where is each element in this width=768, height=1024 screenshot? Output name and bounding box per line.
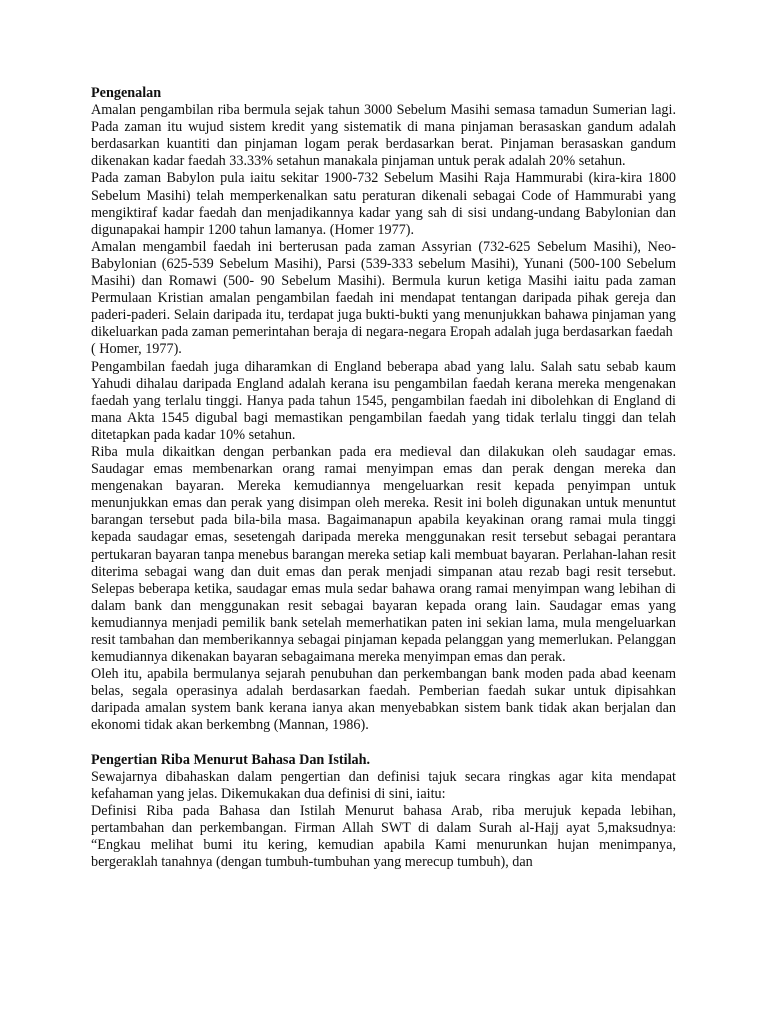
paragraph-sewajarnya: Sewajarnya dibahaskan dalam pengertian dan definisi tajuk secara ringkas agar kita mendapat kefahaman yang jelas. Dikemukakan dua definisi di sini, iaitu: (91, 768, 676, 802)
paragraph-citation-homer: ( Homer, 1977). (91, 341, 182, 358)
paragraph-bank-moden: Oleh itu, apabila bermulanya sejarah penubuhan dan perkembangan bank moden pada abad keenam belas, segala operasinya adalah berdasarkan faedah. Pemberian faedah sukar untuk dipisahkan daripada amalan system bank kerana ianya akan menyebabkan sistem bank tidak akan berjalan dan ekonomi tidak akan berkembng (Mannan, 1986). (91, 666, 676, 734)
ayat-reference: 5,maksudnya (597, 819, 673, 836)
paragraph-assyrian: Amalan mengambil faedah ini berterusan pada zaman Assyrian (732-625 Sebelum Masihi), Neo-Babylonian (625-539 Sebelum Masihi), Parsi (539-333 sebelum Masihi), Yunani (500-100 Sebelum Masihi) dan Romawi (500- 90 Sebelum Masihi). Bermula kurun ketiga Masihi iaitu pada zaman Permulaan Kristian amalan pengambilan faedah ini mendapat tentangan daripada pihak gereja dan paderi-paderi. Selain daripada itu, terdapat juga bukti-bukti yang menunjukkan bahawa pinjaman yang dikeluarkan pada zaman pemerintahan beraja di negara-negara Eropah adalah juga berdasarkan faedah (91, 238, 676, 341)
ayat-quote: “Engkau melihat bumi itu kering, kemudian apabila Kami menurunkan hujan menimpanya, bergeraklah tanahnya (dengan tumbuh-tumbuhan yang merecup tumbuh), dan (91, 837, 676, 871)
paragraph-saudagar-emas: Riba mula dikaitkan dengan perbankan pada era medieval dan dilakukan oleh saudagar emas. Saudagar emas membenarkan orang ramai menyimpan emas dan perak dengan mereka dan mengenakan bayaran. Mereka kemudiannya mengeluarkan resit kepada penyimpan untuk menunjukkan emas dan perak yang disimpan oleh mereka. Resit ini boleh digunakan untuk menuntut barangan tersebut pada bila-bila masa. Bagaimanapun apabila keyakinan orang ramai mula tinggi kepada saudagar emas, sesetengah daripada mereka menggunakan resit tersebut sebagai perantara pertukaran bayaran tanpa menebus barangan mereka setiap kali membuat bayaran. Perlahan-lahan resit diterima sebagai wang dan duit emas dan perak menjadi simpanan atau rezab bagi resit tersebut. Selepas beberapa ketika, saudagar emas mula sedar bahawa orang ramai menyimpan wang lebihan di dalam bank dan menggunakan resit sebagai bayaran kepada orang lain. Saudagar emas yang kemudiannya menjadi pemilik bank setelah memerhatikan paten ini sekian lama, mula mengeluarkan resit tambahan dan memberikannya sebagai pinjaman kepada pelanggan yang memerlukan. Pelanggan kemudiannya dikenakan bayaran sebagaimana mereka menyimpan emas dan perak. (91, 443, 676, 666)
paragraph-england: Pengambilan faedah juga diharamkan di England beberapa abad yang lalu. Salah satu sebab kaum Yahudi dihalau daripada England adalah kerana isu pengambilan faedah kerana mereka mengenakan faedah yang terlalu tinggi. Hanya pada tahun 1545, pengambilan faedah ini dibolehkan di England di mana Akta 1545 digubal bagi memastikan pengambilan faedah yang tidak terlalu tinggi dan telah ditetapkan pada kadar 10% setahun. (91, 358, 676, 443)
section-heading-pengertian-riba: Pengertian Riba Menurut Bahasa Dan Istilah. (91, 751, 371, 768)
definisi-text: Definisi Riba pada Bahasa dan Istilah Menurut bahasa Arab, riba merujuk kepada lebihan, pertambahan dan perkembangan. Firman Allah SWT di dalam Surah al-Hajj ayat (91, 802, 676, 836)
paragraph-definisi-riba (91, 803, 676, 871)
document-page (91, 85, 676, 871)
paragraph-babylon: Pada zaman Babylon pula iaitu sekitar 1900-732 Sebelum Masihi Raja Hammurabi (kira-kira 1800 Sebelum Masihi) telah memperkenalkan satu peraturan dikenali sebagai Code of Hammurabi yang mengiktiraf kadar faedah dan menjadikannya kadar yang sah di sisi undang-undang Babylonian dan digunapakai hampir 1200 tahun lamanya. (Homer 1977). (91, 170, 676, 238)
paragraph-riba-sumerian: Amalan pengambilan riba bermula sejak tahun 3000 Sebelum Masihi semasa tamadun Sumerian lagi. Pada zaman itu wujud sistem kredit yang sistematik di mana pinjaman berasaskan gandum adalah berdasarkan kuantiti dan pinjaman logam perak berdasarkan berat. Pinjaman berasaskan gandum dikenakan kadar faedah 33.33% setahun manakala pinjaman untuk perak adalah 20% setahun. (91, 102, 676, 170)
section-heading-pengenalan: Pengenalan (91, 85, 162, 101)
ayat-colon: : (672, 820, 677, 835)
